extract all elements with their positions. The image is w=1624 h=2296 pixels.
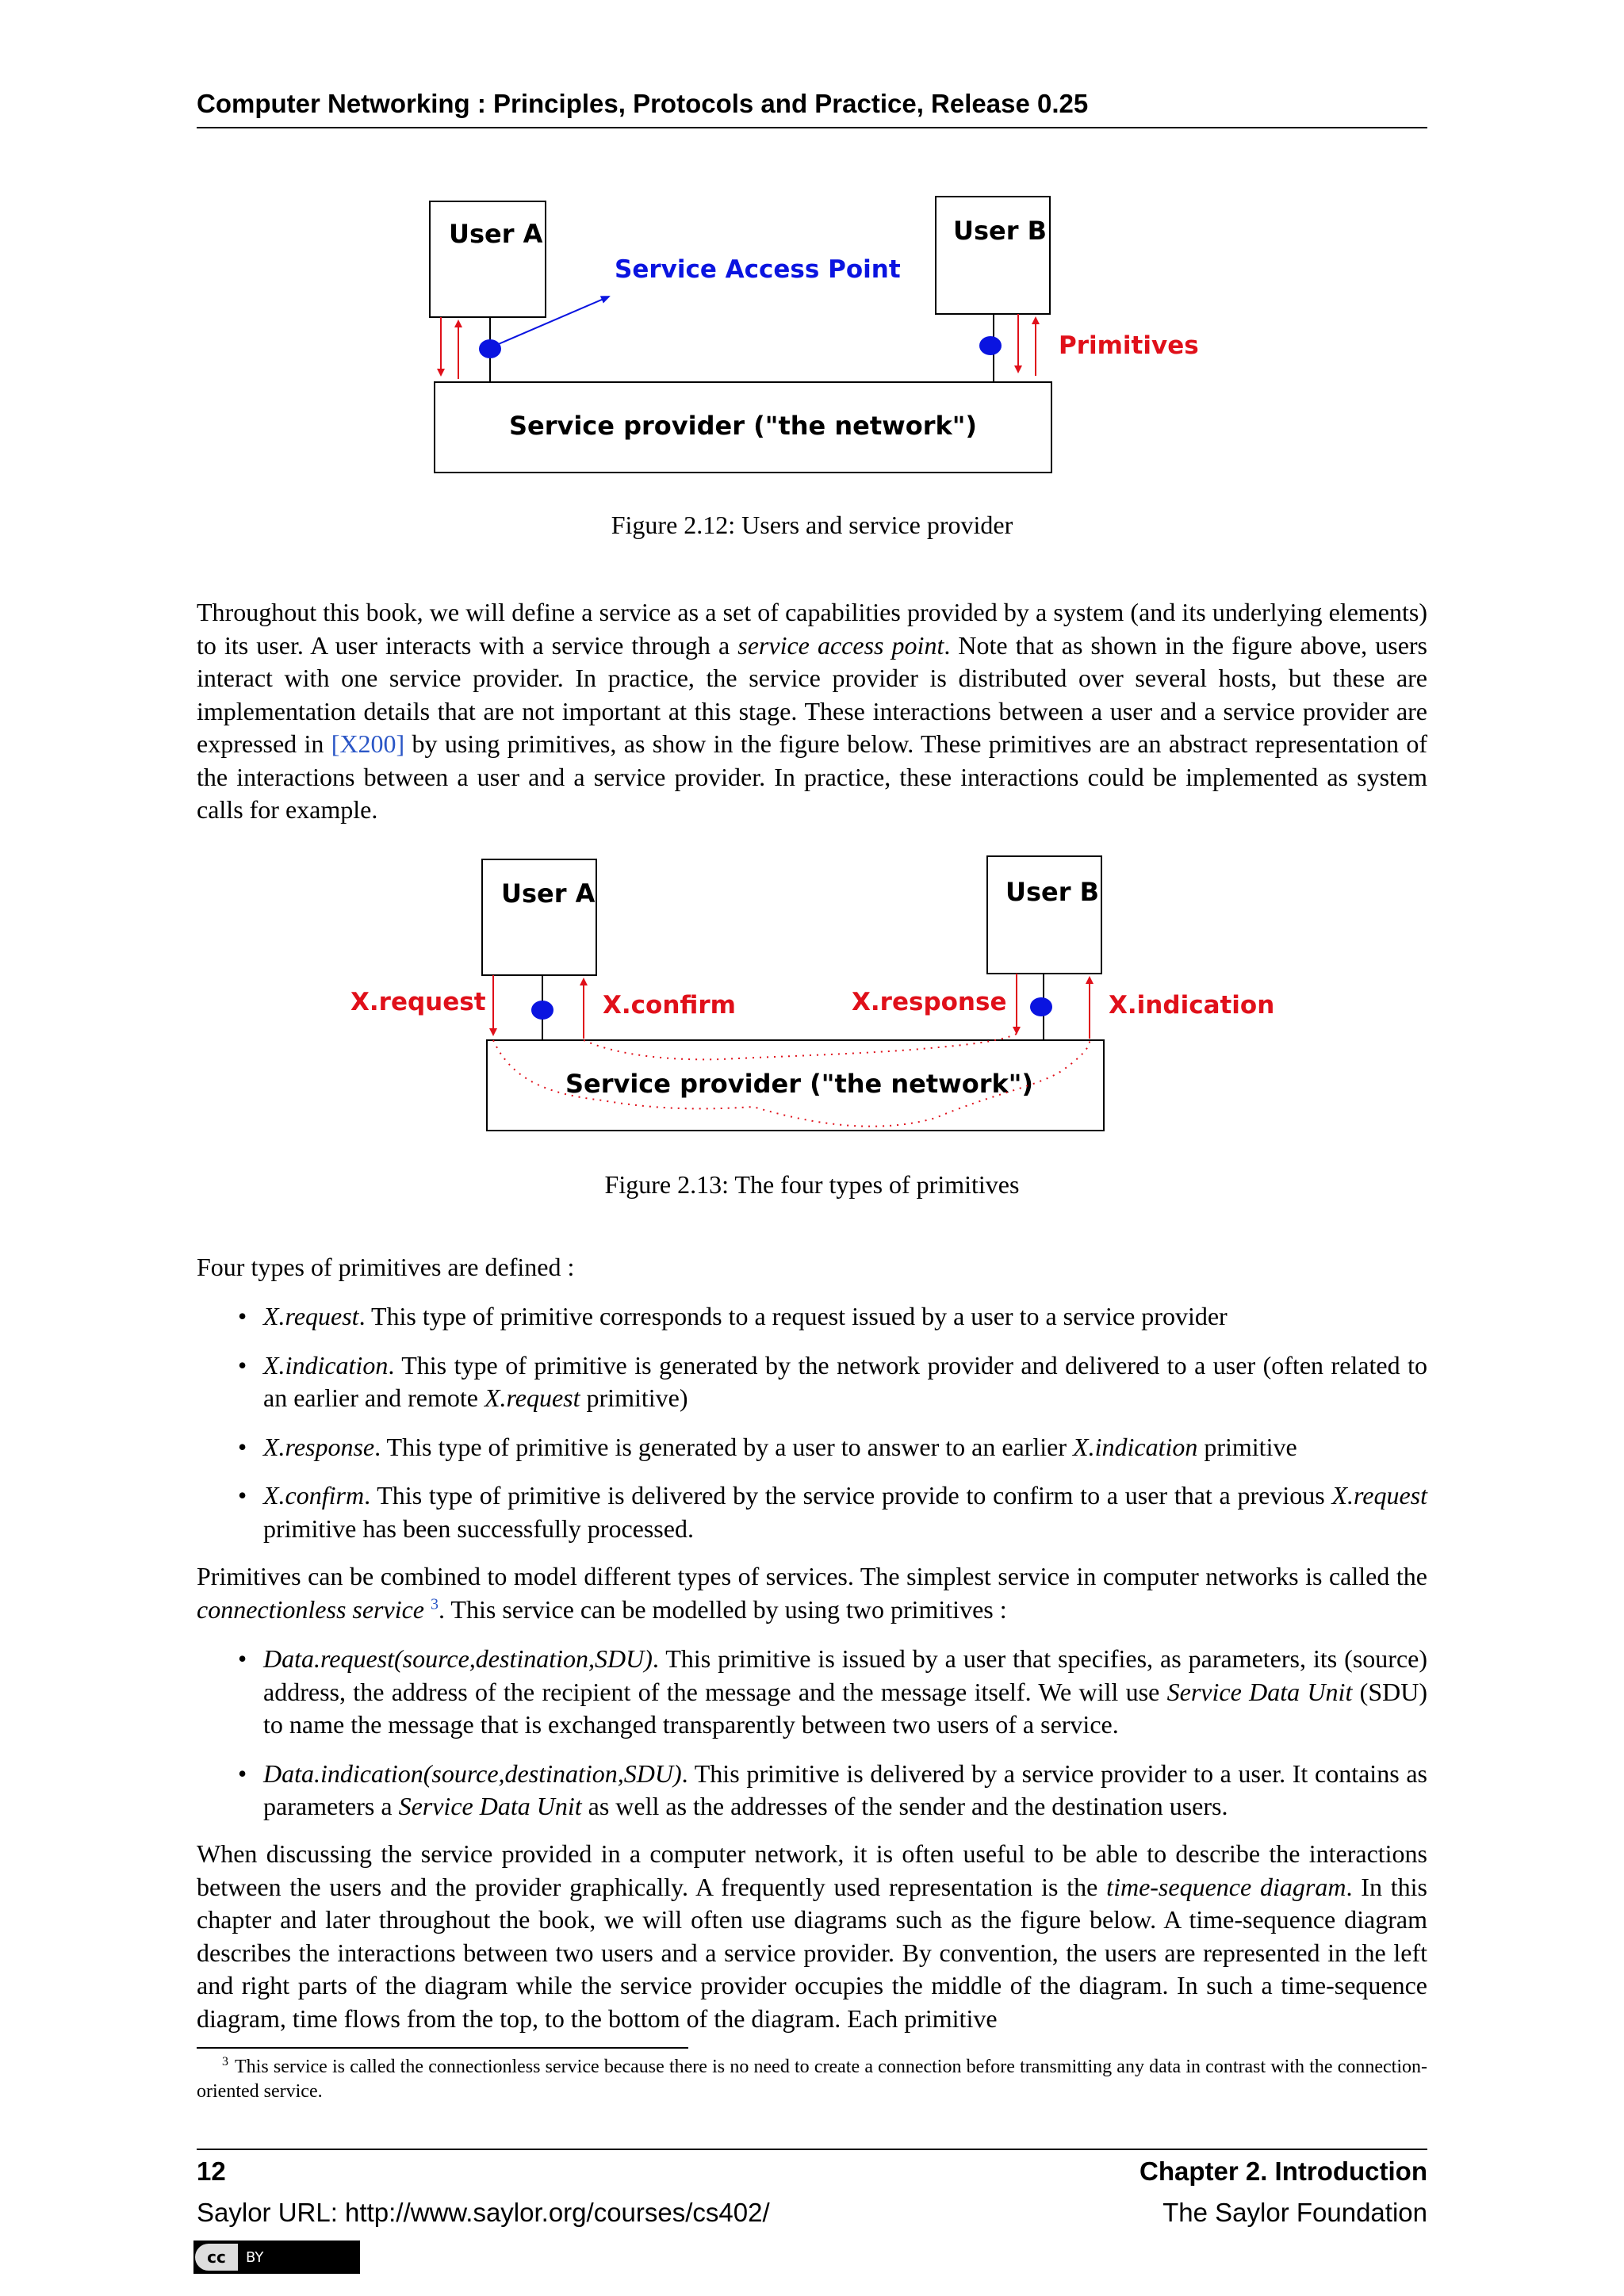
footnote-ref-link[interactable]: 3 — [431, 1594, 439, 1613]
header-rule — [197, 127, 1427, 128]
user-a-label: User A — [449, 219, 543, 249]
user-a-label: User A — [501, 878, 596, 909]
user-b-box — [936, 197, 1050, 314]
list-item: • X.confirm. This type of primitive is delivered by the service provide to confirm to a user that a previous X.request primitive has been successfully processed. — [197, 1479, 1427, 1545]
footnote: $^3$ This service is called the connectionless service because there is no need to create a connection before transmitting any data in contrast with the connection-oriented service. — [197, 2055, 1427, 2102]
figure-2-13-caption: Figure 2.13: The four types of primitives — [604, 1170, 1020, 1199]
citation-x200-link[interactable]: [X200] — [331, 729, 405, 758]
footnote-rule — [197, 2047, 688, 2049]
user-a-box — [482, 859, 596, 975]
by-icon: BY — [246, 2248, 264, 2266]
user-b-label: User B — [953, 216, 1048, 246]
data-primitives-list — [197, 1643, 1427, 1839]
user-b-label: User B — [1005, 877, 1100, 907]
paragraph-time-sequence: When discussing the service provided in a computer network, it is often useful to be able to describe the interactions between the users and the provider graphically. A frequently used representation is the time-sequence diagram. In this chapter and later throughout the book, we will often use diagrams such as the figure below. A time-sequence diagram describes the interactions between two users and a service provider. By convention, the users are represented in the left and right parts of the diagram while the service provider occupies the middle of the diagram. In such a time-sequence diagram, time flows from the top, to the bottom of the diagram. Each primitive — [197, 1839, 1428, 2033]
x-confirm-label: X.confirm — [603, 991, 736, 1020]
list-item: • X.request. This type of primitive corresponds to a request issued by a user to a service provider — [197, 1300, 1427, 1334]
paragraph-service-intro: Throughout this book, we will define a service as a set of capabilities provided by a system (and its underlying elements) to its user. A user interacts with a service through a service access point. Note that as shown in the figure above, users interact with one service provider. In practice, the service provider is distributed over several hosts, but these are implementation details that are not important at this stage. These interactions between a user and a service provider are expressed in [X200] by using primitives, as show in the figure below. These primitives are an abstract representation of the interactions between a user and a service provider. In practice, these interactions could be implemented as system calls for example. — [197, 598, 1428, 824]
sap-dot-a — [479, 339, 501, 358]
user-b-box — [987, 856, 1101, 974]
figure-2-12-caption: Figure 2.12: Users and service provider — [611, 511, 1013, 539]
provider-label: Service provider ("the network") — [508, 411, 978, 441]
list-item: • Data.indication(source,destination,SDU). This primitive is delivered by a service provider to a user. It contains as parameters a Service Data Unit as well as the addresses of the sender and the destination users. — [197, 1758, 1427, 1823]
list-item: • X.response. This type of primitive is generated by a user to answer to an earlier X.indication primitive — [197, 1431, 1427, 1464]
chapter-label: Chapter 2. Introduction — [1139, 2156, 1427, 2186]
primitive-types-list — [197, 1300, 1427, 1561]
saylor-url[interactable]: Saylor URL: http://www.saylor.org/courses/cs402/ — [197, 2198, 770, 2227]
paragraph-four-types: Four types of primitives are defined : — [197, 1253, 575, 1281]
x-indication-label: X.indication — [1109, 991, 1275, 1020]
paragraph-connectionless: Primitives can be combined to model different types of services. The simplest service in computer networks is called the connectionless service $^3$. This service can be modelled by using two primitives : — [197, 1562, 1427, 1624]
cc-license-badge[interactable] — [193, 2241, 360, 2274]
sap-dot-b — [1030, 997, 1052, 1016]
footer-rule — [197, 2149, 1427, 2150]
list-item: • Data.request(source,destination,SDU). This primitive is issued by a user that specifies, as parameters, its (source) address, the address of the recipient of the message and the message itself. We will use Service Data Unit (SDU) to name the message that is exchanged transparently between two users of a service. — [197, 1643, 1427, 1742]
primitives-label: Primitives — [1059, 331, 1199, 360]
figure-four-primitives — [341, 848, 1293, 1142]
figure-users-service-provider — [412, 182, 1285, 484]
provider-label: Service provider ("the network") — [565, 1069, 1034, 1099]
running-header: Computer Networking : Principles, Protocols and Practice, Release 0.25 — [197, 89, 1089, 118]
page-number: 12 — [197, 2156, 226, 2186]
foundation-name: The Saylor Foundation — [1162, 2198, 1427, 2227]
x-response-label: X.response — [852, 988, 1007, 1016]
sap-dot-a — [531, 1001, 553, 1020]
sap-dot-b — [979, 336, 1002, 355]
cc-icon: cc — [195, 2244, 238, 2271]
list-item: • X.indication. This type of primitive is generated by the network provider and delivered to a user (often related to an earlier and remote X.request primitive) — [197, 1349, 1427, 1415]
sap-label: Service Access Point — [615, 255, 901, 284]
x-request-label: X.request — [350, 988, 486, 1016]
